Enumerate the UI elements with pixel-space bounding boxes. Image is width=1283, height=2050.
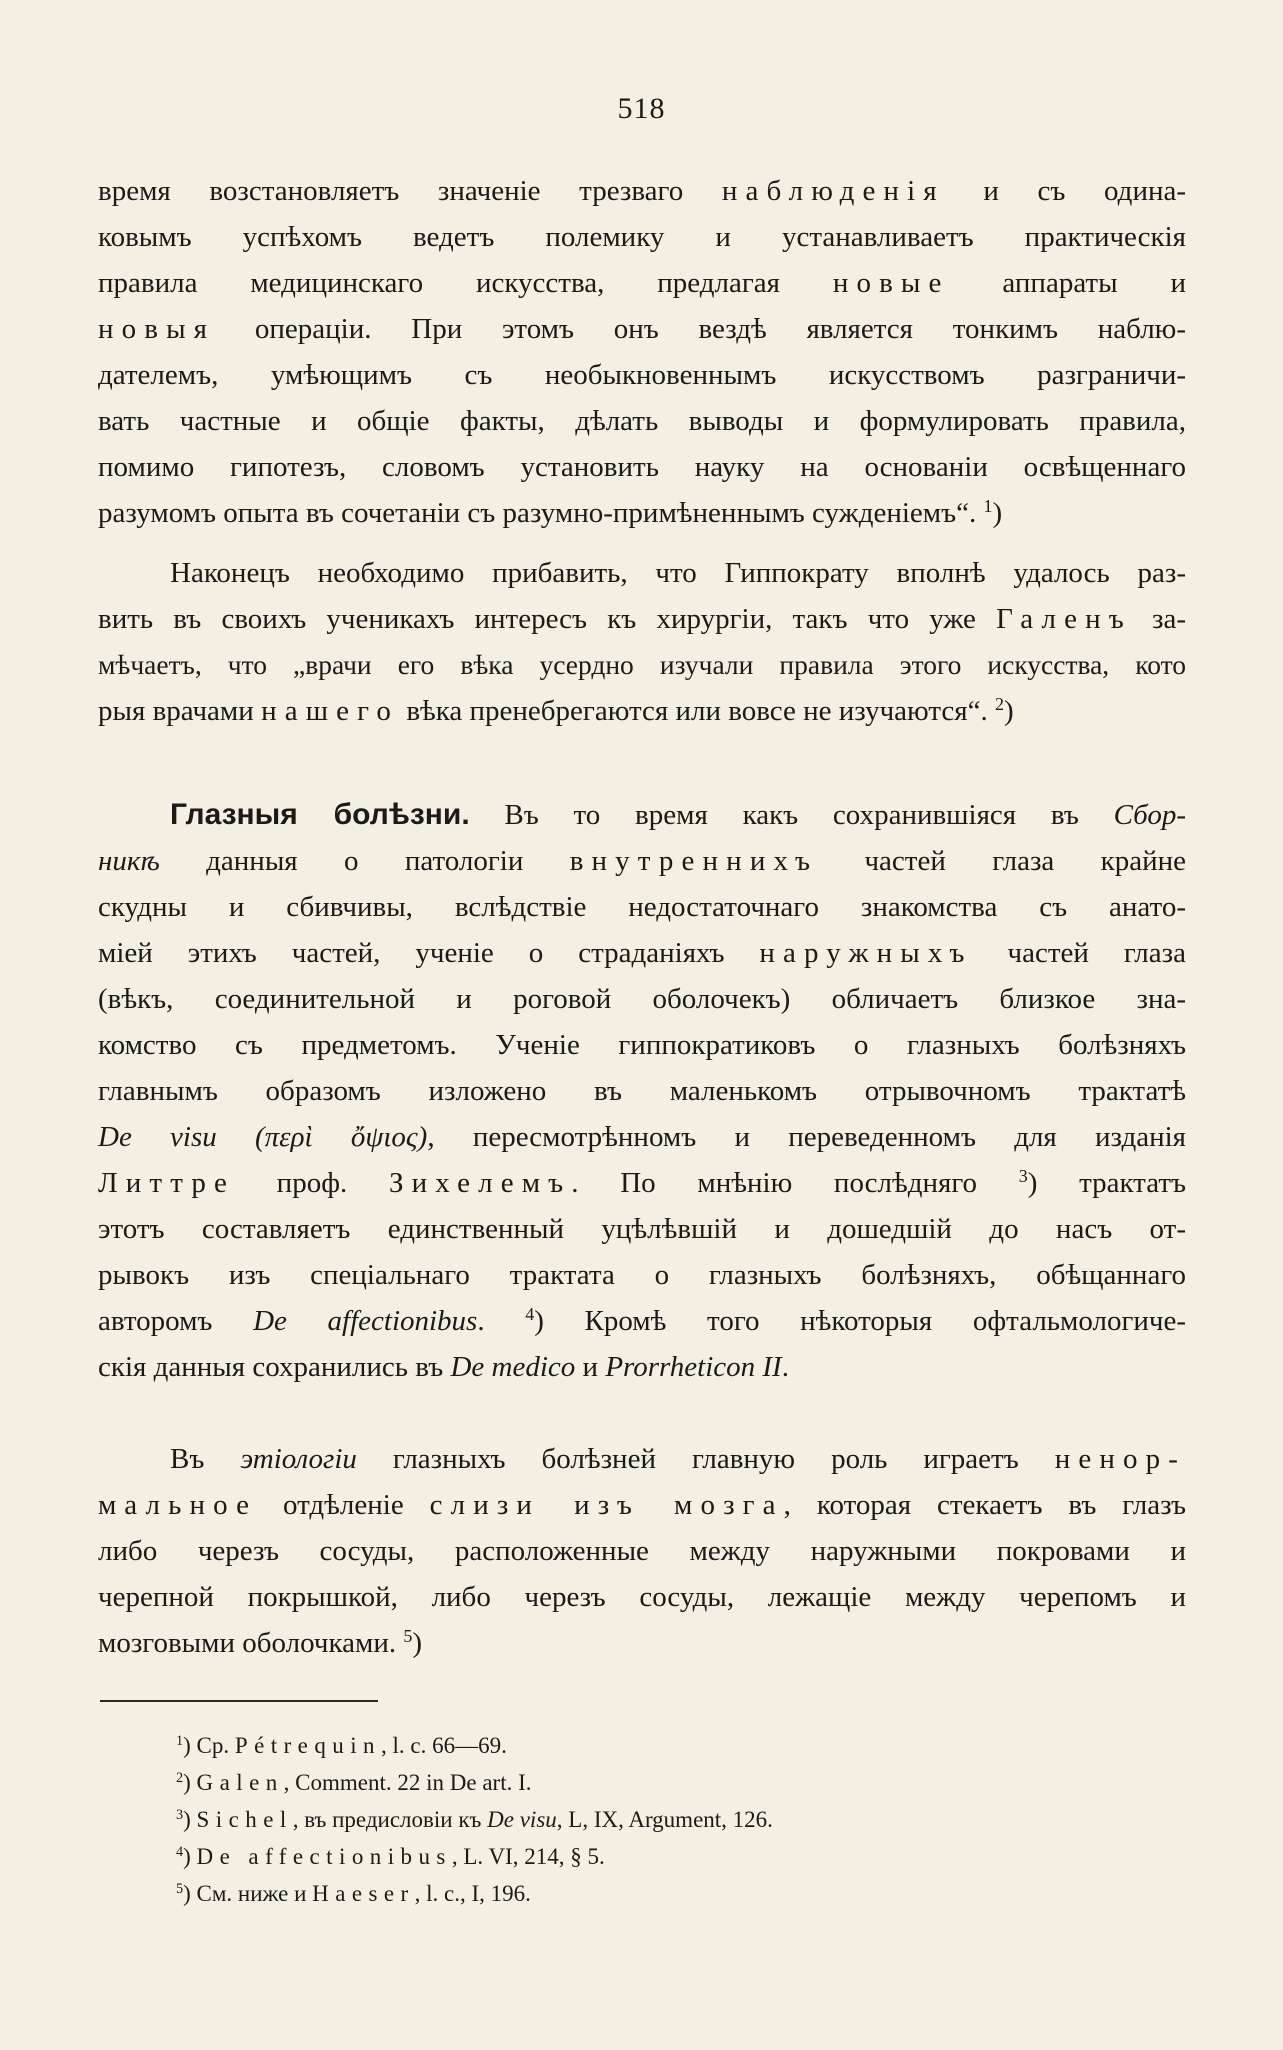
text-run: рыя врачами xyxy=(98,695,262,727)
footnote-ref: 1 xyxy=(983,496,993,517)
text-line: скудны и сбивчивы, вслѣдствіе недостаточнаго знакомства съ анато- xyxy=(98,891,1186,923)
spaced-emphasis: Haeser xyxy=(312,1881,415,1906)
text-run: данныя о патологіи xyxy=(159,845,570,877)
footnote-1 xyxy=(176,1727,1076,1764)
text-run: . xyxy=(781,1351,789,1383)
text-line xyxy=(98,1436,1186,1482)
spaced-emphasis: наблюденія xyxy=(721,175,945,207)
spaced-emphasis: Galen xyxy=(196,1770,284,1795)
paragraph-4 xyxy=(98,1436,1186,1666)
text-line: помимо гипотезъ, словомъ установить науку на основаніи освѣщеннаго xyxy=(98,451,1186,483)
text-line xyxy=(98,596,1186,642)
spaced-emphasis: мальное xyxy=(98,1489,258,1521)
text-run: частей глаза крайне xyxy=(818,845,1187,877)
text-run: ) xyxy=(183,1770,197,1795)
text-run: глазныхъ болѣзней главную роль играетъ xyxy=(356,1443,1055,1475)
italic-text: De medico xyxy=(450,1351,576,1383)
text-line: дателемъ, умѣющимъ съ необыкновеннымъ искусствомъ разграничи- xyxy=(98,359,1186,391)
text-run: и съ одина- xyxy=(944,175,1187,207)
text-line: мѣчаетъ, что „врачи его вѣка усердно изучали правила этого искусства, кото xyxy=(98,649,1186,680)
text-run: и xyxy=(575,1351,606,1383)
footnote-2 xyxy=(176,1764,1076,1801)
footnote-ref: 2 xyxy=(994,694,1004,715)
spaced-emphasis: Литтре xyxy=(98,1167,235,1199)
footnotes xyxy=(176,1727,1076,1912)
paragraph-1 xyxy=(98,168,1186,536)
text-line xyxy=(98,792,1186,838)
spaced-emphasis: внутреннихъ xyxy=(569,845,819,877)
section-heading: Глазныя болѣзни. xyxy=(170,798,470,831)
text-run: , Comment. 22 in De art. I. xyxy=(283,1770,532,1795)
text-run: , l. c. 66—69. xyxy=(380,1733,507,1758)
italic-text: этіологіи xyxy=(240,1443,357,1475)
text-line: вать частные и общіе факты, дѣлать выводы и формулировать правила, xyxy=(98,405,1186,437)
text-line xyxy=(98,1620,1186,1666)
text-run: ) xyxy=(992,497,1003,529)
spaced-emphasis: De affectionibus xyxy=(196,1844,452,1869)
spaced-emphasis: нашего xyxy=(261,695,400,727)
footnote-number: 1 xyxy=(176,1733,184,1750)
footnote-divider xyxy=(100,1700,378,1702)
spaced-emphasis: новыя xyxy=(98,313,216,345)
text-line xyxy=(98,688,1186,734)
footnote-number: 4 xyxy=(176,1844,184,1861)
text-run: ) Кромѣ того нѣкоторыя офтальмологиче- xyxy=(534,1305,1186,1337)
italic-text: De visu xyxy=(487,1807,557,1832)
text-run: ) Cp. xyxy=(183,1733,235,1758)
footnote-ref: 5 xyxy=(403,1626,413,1647)
italic-text: De affectionibus xyxy=(253,1305,478,1337)
text-run: . По мнѣнію послѣдняго xyxy=(571,1167,1019,1199)
text-run: , L. VI, 214, § 5. xyxy=(451,1844,605,1869)
page-number: 518 xyxy=(617,92,666,125)
spaced-emphasis: новые xyxy=(832,267,950,299)
text-run: міей этихъ частей, ученіе о страданіяхъ xyxy=(98,937,760,969)
footnote-5 xyxy=(176,1875,1076,1912)
footnote-ref: 3 xyxy=(1018,1166,1028,1187)
text-run: , которая стекаетъ въ глазъ xyxy=(783,1489,1187,1521)
text-run: , пересмотрѣнномъ и переведенномъ для изданія xyxy=(427,1121,1186,1153)
text-line: комство съ предметомъ. Ученіе гиппократиковъ о глазныхъ болѣзняхъ xyxy=(98,1029,1186,1061)
text-run: ) xyxy=(183,1807,197,1832)
spaced-emphasis: Галенъ xyxy=(996,603,1132,635)
footnote-ref: 4 xyxy=(525,1304,535,1325)
paragraph-2 xyxy=(98,550,1186,734)
text-line xyxy=(98,1482,1186,1528)
text-run: скія данныя сохранились въ xyxy=(98,1351,451,1383)
text-line: (вѣкъ, соединительной и роговой оболочекъ) обличаетъ близкое зна- xyxy=(98,983,1186,1015)
paragraph-3 xyxy=(98,792,1186,1390)
text-line xyxy=(98,306,1186,352)
text-run: ) xyxy=(183,1844,197,1869)
footnote-number: 3 xyxy=(176,1807,184,1824)
text-line: этотъ составляетъ единственный уцѣлѣвшій и дошедшій до насъ от- xyxy=(98,1213,1186,1245)
text-line: Наконецъ необходимо прибавить, что Гиппократу вполнѣ удалось раз- xyxy=(170,557,1186,589)
text-run: . xyxy=(477,1305,526,1337)
text-run: проф. xyxy=(234,1167,389,1199)
text-run: частей глаза xyxy=(972,937,1186,969)
text-run: аппараты и xyxy=(949,267,1186,299)
footnote-number: 2 xyxy=(176,1770,184,1787)
text-run: Въ xyxy=(170,1443,241,1475)
text-run: вѣка пренебрегаются или вовсе не изучаются“. xyxy=(399,695,995,727)
text-run: ) трактатъ xyxy=(1027,1167,1186,1199)
text-run: ) xyxy=(1003,695,1014,727)
text-run: ) xyxy=(412,1627,423,1659)
footnote-3 xyxy=(176,1801,1076,1838)
text-line xyxy=(98,1344,1186,1390)
text-line: либо черезъ сосуды, расположенные между наружными покровами и xyxy=(98,1535,1186,1567)
text-line xyxy=(98,1114,1186,1160)
text-run: мозговыми оболочками. xyxy=(98,1627,404,1659)
text-run: отдѣленіе xyxy=(257,1489,430,1521)
text-run: авторомъ xyxy=(98,1305,254,1337)
text-run: за- xyxy=(1131,603,1186,635)
italic-text: Сбор- xyxy=(1113,799,1186,831)
spaced-emphasis: слизи изъ мозга xyxy=(429,1489,784,1521)
text-run: время возстановляетъ значеніе трезваго xyxy=(98,175,722,207)
text-line xyxy=(98,260,1186,306)
text-line: ковымъ успѣхомъ ведетъ полемику и устанавливаетъ практическія xyxy=(98,221,1186,253)
text-run: Въ то время какъ сохранившіяся въ xyxy=(469,799,1114,831)
italic-text: никѣ xyxy=(98,845,160,877)
spaced-emphasis: Зихелемъ xyxy=(388,1167,572,1199)
text-run: , въ предисловіи къ xyxy=(292,1807,488,1832)
text-line: рывокъ изъ спеціальнаго трактата о глазныхъ болѣзняхъ, обѣщаннаго xyxy=(98,1259,1186,1291)
text-run: , L, IX, Argument, 126. xyxy=(556,1807,773,1832)
text-line xyxy=(98,930,1186,976)
text-line: главнымъ образомъ изложено въ маленькомъ отрывочномъ трактатѣ xyxy=(98,1075,1186,1107)
text-run: ) См. ниже и xyxy=(183,1881,313,1906)
text-line xyxy=(98,1160,1186,1206)
text-line xyxy=(98,168,1186,214)
text-line xyxy=(98,1298,1186,1344)
spaced-emphasis: наружныхъ xyxy=(759,937,973,969)
italic-text: Prorrheticon II xyxy=(605,1351,782,1383)
text-run: вить въ своихъ ученикахъ интересъ къ хирургіи, такъ что уже xyxy=(98,603,997,635)
footnote-number: 5 xyxy=(176,1881,184,1898)
text-line: черепной покрышкой, либо черезъ сосуды, лежащіе между черепомъ и xyxy=(98,1581,1186,1613)
spaced-emphasis: Sichel xyxy=(196,1807,293,1832)
text-line xyxy=(98,490,1186,536)
spaced-emphasis: ненор- xyxy=(1054,1443,1187,1475)
text-run: операціи. При этомъ онъ вездѣ является тонкимъ наблю- xyxy=(215,313,1186,345)
italic-text: De visu xyxy=(98,1121,217,1153)
greek-text: (περὶ ὄψιος) xyxy=(216,1121,428,1153)
text-run: , l. c., I, 196. xyxy=(414,1881,531,1906)
text-run: разумомъ опыта въ сочетаніи съ разумно-примѣненнымъ сужденіемъ“. xyxy=(98,497,984,529)
text-run: правила медицинскаго искусства, предлагая xyxy=(98,267,833,299)
text-line xyxy=(98,838,1186,884)
spaced-emphasis: Pétrequin xyxy=(234,1733,381,1758)
footnote-4 xyxy=(176,1838,1076,1875)
